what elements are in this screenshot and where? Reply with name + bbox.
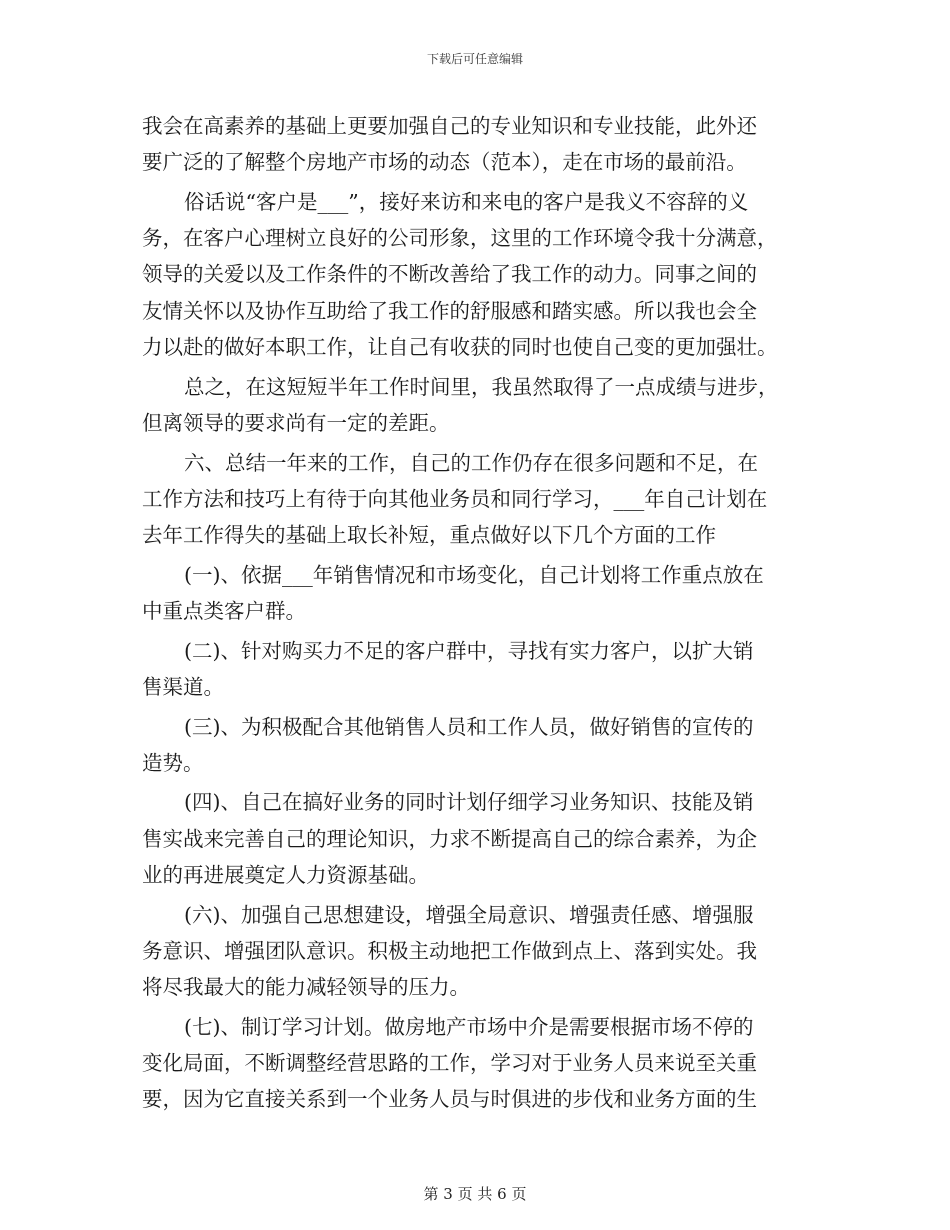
- paragraph: [142, 108, 810, 181]
- text-line: 六、总结一年来的工作，自己的工作仍存在很多问题和不足，在: [184, 450, 758, 475]
- text-line: 业的再进展奠定人力资源基础。: [142, 863, 429, 888]
- text-line: (二)、针对购买力不足的客户群中，寻找有实力客户，以扩大销: [184, 638, 754, 663]
- paragraph: [142, 184, 810, 365]
- text-line: 变化局面，不断调整经营思路的工作，学习对于业务人员来说至关重: [142, 1051, 757, 1076]
- text-line: (一)、依据___年销售情况和市场变化，自己计划将工作重点放在: [184, 562, 764, 587]
- text-line: 要广泛的了解整个房地产市场的动态（范本），走在市场的最前沿。: [142, 150, 747, 175]
- text-line: (四)、自己在搞好业务的同时计划仔细学习业务知识、技能及销: [184, 790, 754, 815]
- paragraph: [142, 897, 810, 1006]
- text-line: 售实战来完善自己的理论知识，力求不断提高自己的综合素养，为企: [142, 826, 757, 851]
- text-line: 工作方法和技巧上有待于向其他业务员和同行学习，___年自己计划在: [142, 486, 768, 511]
- paragraph: [142, 709, 810, 782]
- text-line: 但离领导的要求尚有一定的差距。: [142, 410, 450, 435]
- text-line: 去年工作得失的基础上取长补短，重点做好以下几个方面的工作: [142, 523, 716, 548]
- text-line: 要，因为它直接关系到一个业务人员与时俱进的步伐和业务方面的生: [142, 1087, 757, 1112]
- text-line: 领导的关爱以及工作条件的不断改善给了我工作的动力。同事之间的: [142, 262, 757, 287]
- text-line: 总之，在这短短半年工作时间里，我虽然取得了一点成绩与进步，: [184, 374, 779, 399]
- paragraph: [142, 557, 810, 630]
- text-line: (六)、加强自己思想建设，增强全局意识、增强责任感、增强服: [184, 902, 754, 927]
- paragraph: [142, 633, 810, 706]
- paragraph: [142, 369, 810, 442]
- text-line: 友情关怀以及协作互助给了我工作的舒服感和踏实感。所以我也会全: [142, 298, 757, 323]
- text-line: 将尽我最大的能力减轻领导的压力。: [142, 975, 470, 1000]
- paragraph: [142, 1009, 810, 1118]
- text-line: 造势。: [142, 750, 204, 775]
- paragraph: [142, 784, 810, 893]
- text-line: (七)、制订学习计划。做房地产市场中介是需要根据市场不停的: [184, 1014, 754, 1039]
- page-footer: 第 3 页 共 6 页: [423, 1185, 527, 1203]
- text-line: 务意识、增强团队意识。积极主动地把工作做到点上、落到实处。我: [142, 938, 757, 963]
- text-line: 中重点类客户群。: [142, 599, 306, 624]
- paragraph: [142, 445, 810, 554]
- document-body: [142, 108, 810, 1121]
- text-line: 力以赴的做好本职工作，让自己有收获的同时也使自己变的更加强壮。: [142, 335, 778, 360]
- page-header: 下载后可任意编辑: [426, 52, 523, 66]
- text-line: 俗话说“客户是___”，接好来访和来电的客户是我义不容辞的义: [184, 189, 749, 214]
- text-line: (三)、为积极配合其他销售人员和工作人员，做好销售的宣传的: [184, 714, 754, 739]
- text-line: 务，在客户心理树立良好的公司形象，这里的工作环境令我十分满意，: [142, 226, 778, 251]
- text-line: 我会在高素养的基础上更要加强自己的专业知识和专业技能，此外还: [142, 114, 757, 138]
- text-line: 售渠道。: [142, 674, 224, 699]
